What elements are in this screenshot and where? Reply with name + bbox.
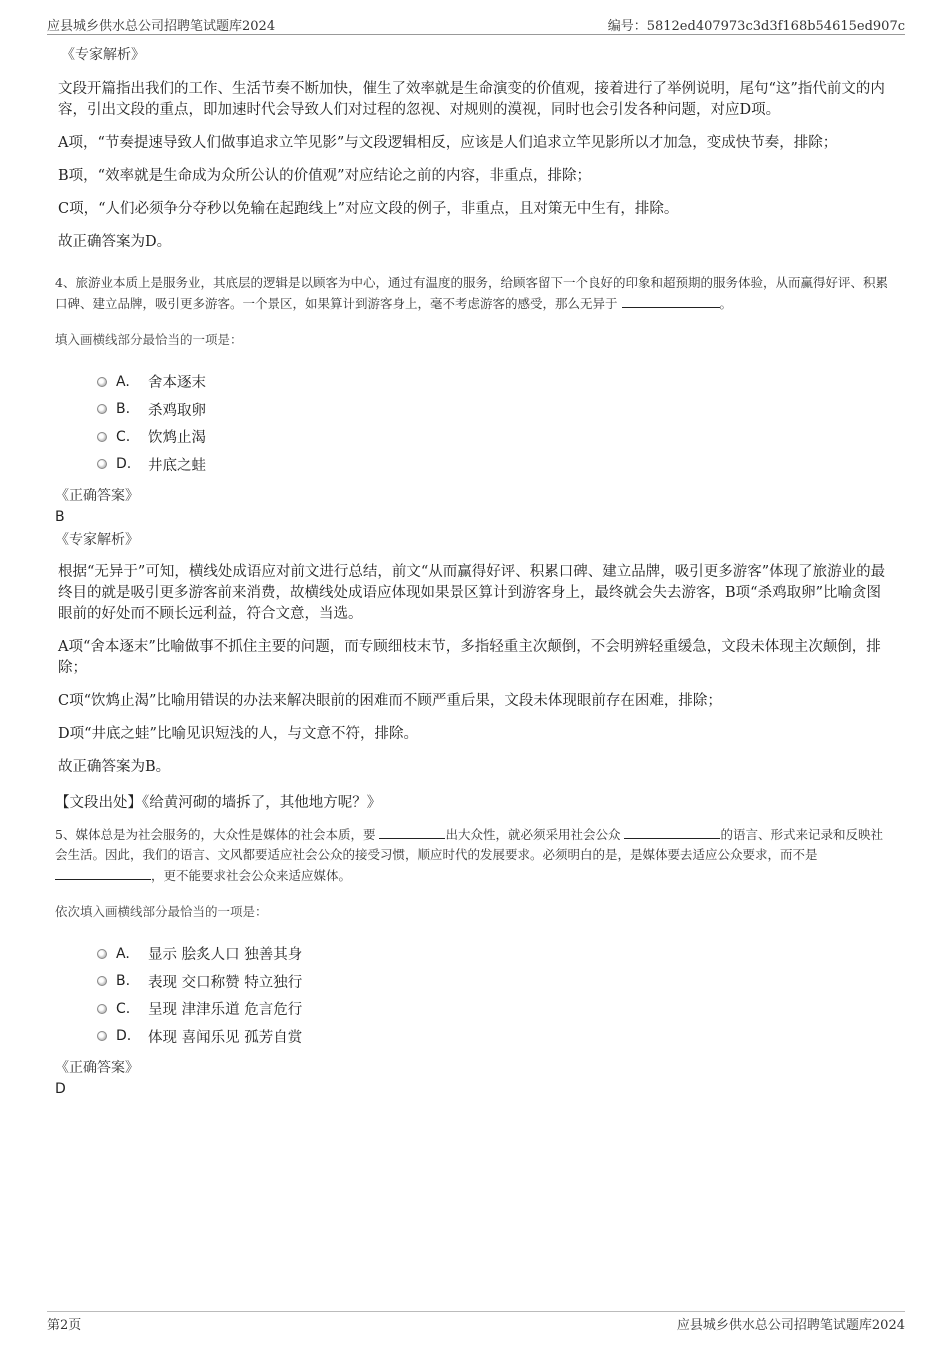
- question-5-text: 5、媒体总是为社会服务的，大众性是媒体的社会本质，要 出大众性，就必须采用社会公众 的语言、形式来记录和反映社会生活。因此，我们的语言、文风都要适应社会公众的接受习惯，顺应时代的发展要求。必须明白的是，是媒体要去适应公众要求，而不是 ，更不能要求社会公众来适应媒体。: [55, 824, 895, 886]
- option-a[interactable]: A. 舍本逐末: [97, 368, 895, 396]
- option-c[interactable]: C. 饮鸩止渴: [97, 423, 895, 451]
- analysis-option-b-3: B项，“效率就是生命成为众所公认的价值观”对应结论之前的内容，非重点，排除；: [58, 168, 591, 184]
- question-4-text: 4、旅游业本质上是服务业，其底层的逻辑是以顾客为中心，通过有温度的服务，给顾客留下一个良好的印象和超预期的服务体验，从而赢得好评、积累口碑、建立品牌，吸引更多游客。一个景区，如果算计到游客身上，毫不考虑游客的感受，那么无异于 。: [55, 275, 888, 311]
- analysis-option-d-4: D项“井底之蛙”比喻见识短浅的人，与文意不符，排除。: [58, 726, 418, 742]
- analysis-paragraph-4: 根据“无异于”可知，横线处成语应对前文进行总结，前文“从而赢得好评、积累口碑、建立品牌，吸引更多游客”体现了旅游业的最终目的就是吸引更多游客前来消费，故横线处成语应体现如果景区算计到游客身上，最终就会失去游客，B项“杀鸡取卵”比喻贪图眼前的好处而不顾长远利益，符合文意，当选。: [58, 564, 886, 622]
- page-footer: [47, 1311, 905, 1334]
- radio-icon[interactable]: [97, 459, 107, 469]
- radio-icon[interactable]: [97, 1031, 107, 1041]
- option-c[interactable]: C. 呈现 津津乐道 危言危行: [97, 995, 895, 1023]
- option-d[interactable]: D. 井底之蛙: [97, 451, 895, 479]
- expert-analysis-label-4: 《专家解析》: [55, 532, 139, 548]
- header-doc-id: 编号：5812ed407973c3d3f168b54615ed907c: [607, 19, 905, 34]
- header-title: 应县城乡供水总公司招聘笔试题库2024: [47, 19, 276, 34]
- footer-title: 应县城乡供水总公司招聘笔试题库2024: [676, 1318, 905, 1333]
- option-b[interactable]: B. 表现 交口称赞 特立独行: [97, 968, 895, 996]
- correct-answer-label-5: 《正确答案》: [55, 1060, 139, 1076]
- radio-icon[interactable]: [97, 377, 107, 387]
- radio-icon[interactable]: [97, 1004, 107, 1014]
- correct-answer-label-4: 《正确答案》: [55, 488, 139, 504]
- question-5-instruction: 依次填入画横线部分最恰当的一项是：: [55, 904, 268, 919]
- page-content: [55, 44, 895, 1099]
- expert-analysis-label-3: 《专家解析》: [61, 47, 145, 63]
- radio-icon[interactable]: [97, 404, 107, 414]
- analysis-option-c-4: C项“饮鸩止渴”比喻用错误的办法来解决眼前的困难而不顾严重后果，文段未体现眼前存在困难，排除；: [58, 693, 722, 709]
- correct-answer-5: D: [55, 1081, 66, 1097]
- question-4-options: [97, 368, 895, 478]
- page-header: [47, 12, 905, 35]
- radio-icon[interactable]: [97, 976, 107, 986]
- analysis-option-a-4: A项“舍本逐末”比喻做事不抓住主要的问题，而专顾细枝末节，多指轻重主次颠倒，不会明辨轻重缓急，文段未体现主次颠倒，排除；: [58, 639, 881, 676]
- fill-blank: [622, 293, 720, 308]
- conclusion-4: 故正确答案为B。: [58, 759, 171, 775]
- question-5-options: [97, 940, 895, 1050]
- fill-blank-3: [55, 865, 151, 880]
- option-b[interactable]: B. 杀鸡取卵: [97, 396, 895, 424]
- conclusion-3: 故正确答案为D。: [58, 234, 172, 250]
- correct-answer-4: B: [55, 509, 65, 525]
- passage-source-4: 【文段出处】《给黄河砌的墙拆了，其他地方呢？》: [55, 795, 382, 811]
- page-number: 第2页: [47, 1318, 82, 1333]
- analysis-paragraph-3: 文段开篇指出我们的工作、生活节奏不断加快，催生了效率就是生命演变的价值观，接着进行了举例说明，尾句“这”指代前文的内容，引出文段的重点，即加速时代会导致人们对过程的忽视、对规则的漠视，同时也会引发各种问题，对应D项。: [58, 81, 885, 118]
- question-4-instruction: 填入画横线部分最恰当的一项是：: [55, 332, 243, 347]
- fill-blank-2: [624, 824, 720, 839]
- radio-icon[interactable]: [97, 432, 107, 442]
- fill-blank-1: [379, 824, 445, 839]
- radio-icon[interactable]: [97, 949, 107, 959]
- option-d[interactable]: D. 体现 喜闻乐见 孤芳自赏: [97, 1023, 895, 1051]
- option-a[interactable]: A. 显示 脍炙人口 独善其身: [97, 940, 895, 968]
- analysis-option-c-3: C项，“人们必须争分夺秒以免输在起跑线上”对应文段的例子，非重点，且对策无中生有，排除。: [58, 201, 679, 217]
- analysis-option-a-3: A项，“节奏提速导致人们做事追求立竿见影”与文段逻辑相反，应该是人们追求立竿见影所以才加急，变成快节奏，排除；: [58, 135, 838, 151]
